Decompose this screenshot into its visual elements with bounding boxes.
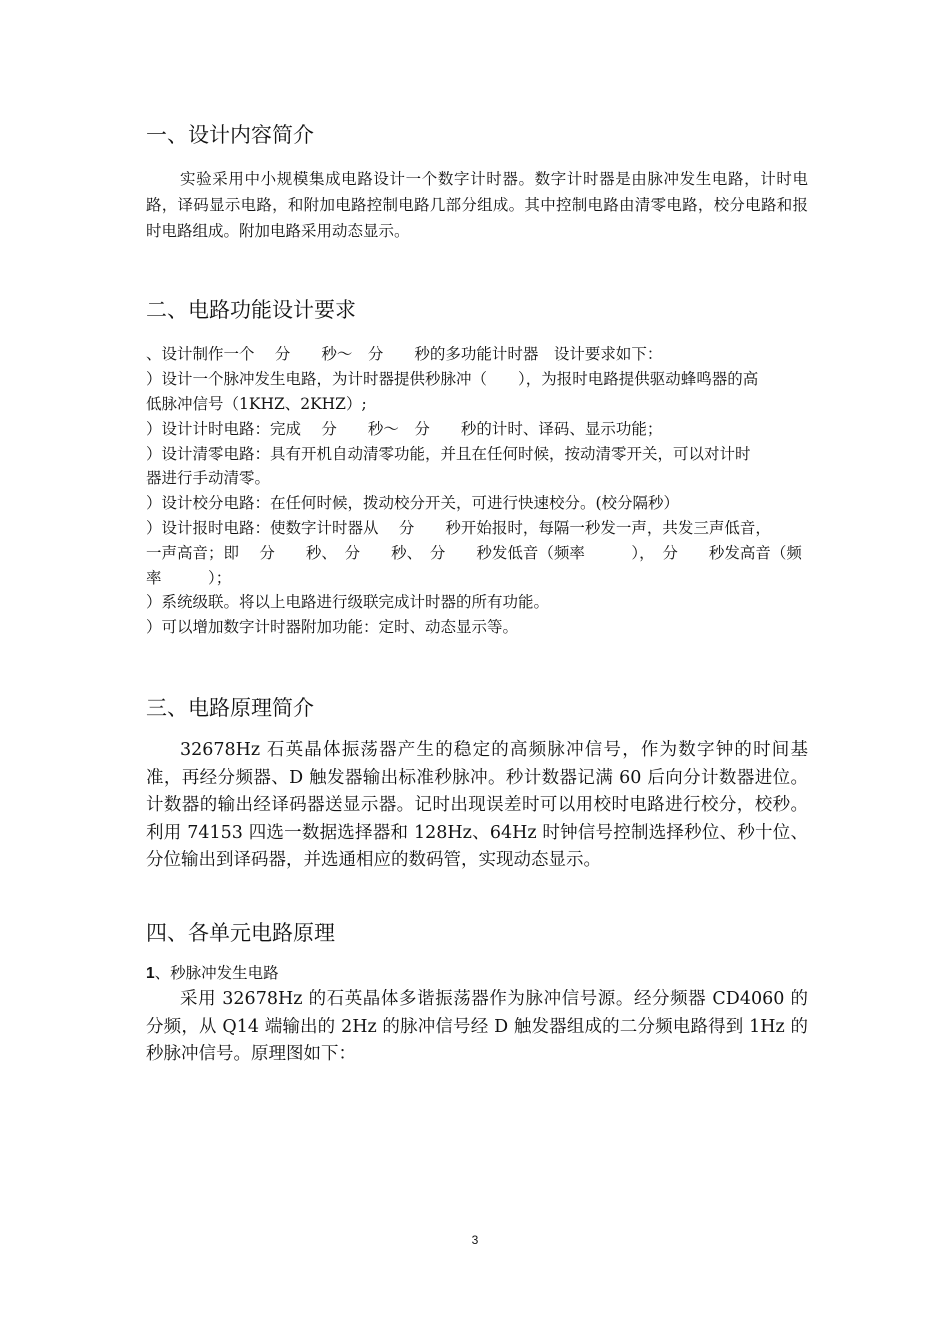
section4-heading: 四、各单元电路原理 (146, 921, 335, 945)
section3-heading: 三、电路原理简介 (146, 696, 314, 720)
page-number: 3 (471, 1233, 479, 1247)
subsection1-title (146, 960, 279, 987)
subsection1-label: 、秒脉冲发生电路 (154, 964, 279, 982)
requirement-line: ）设计计时电路：完成 分 秒～ 分 秒的计时、译码、显示功能； (146, 420, 663, 438)
requirement-line: 器进行手动清零。 (146, 469, 271, 487)
subsection1-number: 1 (146, 965, 155, 982)
section2-heading: 二、电路功能设计要求 (146, 298, 356, 322)
requirement-line: 低脉冲信号（1KHZ、2KHZ）; (146, 395, 367, 413)
section1-paragraph: 实验采用中小规模集成电路设计一个数字计时器。数字计时器是由脉冲发生电路，计时电路，译码显示电路，和附加电路控制电路几部分组成。其中控制电路由清零电路，校分电路和报时电路组成。附加电路采用动态显示。 (146, 170, 808, 240)
requirement-line: 、设计制作一个 分 秒～ 分 秒的多功能计时器 设计要求如下： (146, 345, 663, 363)
requirement-line: ）设计一个脉冲发生电路，为计时器提供秒脉冲（ ），为报时电路提供驱动蜂鸣器的高 (146, 370, 759, 388)
section1-heading: 一、设计内容简介 (146, 123, 314, 147)
requirement-line: 率 ）； (146, 569, 232, 587)
requirement-line: ）设计校分电路：在任何时候，拨动校分开关，可进行快速校分。(校分隔秒） (146, 494, 680, 512)
requirement-line: ）设计清零电路：具有开机自动清零功能，并且在任何时候，按动清零开关，可以对计时 (146, 445, 751, 463)
requirement-line: ）设计报时电路：使数字计时器从 分 秒开始报时，每隔一秒发一声，共发三声低音， (146, 519, 771, 537)
requirement-line: 一声高音；即 分 秒、 分 秒、 分 秒发低音（频率 ）， 分 秒发高音（频 (146, 544, 802, 562)
section4-paragraph: 采用 32678Hz 的石英晶体多谐振荡器作为脉冲信号源。经分频器 CD4060 的分频，从 Q14 端输出的 2Hz 的脉冲信号经 D 触发器组成的二分频电路得到 1Hz 的秒脉冲信号。原理图如下： (146, 989, 808, 1064)
requirement-line: ）系统级联。将以上电路进行级联完成计时器的所有功能。 (146, 593, 550, 611)
requirement-line: ）可以增加数字计时器附加功能：定时、动态显示等。 (146, 618, 519, 636)
section3-paragraph: 32678Hz 石英晶体振荡器产生的稳定的高频脉冲信号，作为数字钟的时间基准，再经分频器、D 触发器输出标准秒脉冲。秒计数器记满 60 后向分计数器进位。计数器的输出经译码器送显示器。记时出现误差时可以用校时电路进行校分，校秒。利用 74153 四选一数据选择器和 128Hz、64Hz 时钟信号控制选择秒位、秒十位、分位输出到译码器，并选通相应的数码管，实现动态显示。 (146, 740, 808, 870)
